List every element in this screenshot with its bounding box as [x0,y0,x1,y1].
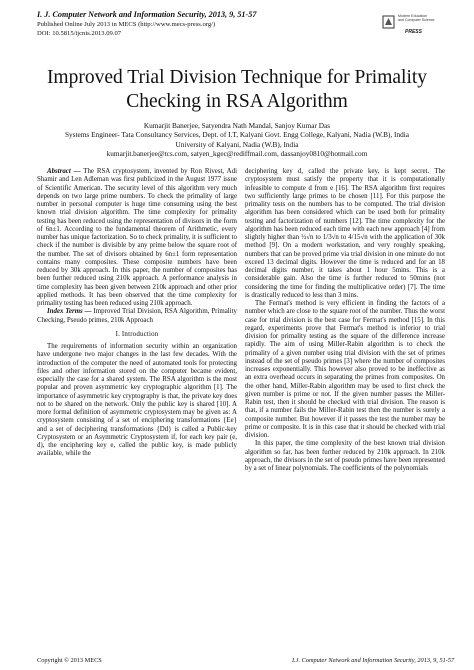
introduction-heading: I. Introduction [115,330,159,338]
right-column [245,168,445,473]
right-paragraph-3: In this paper, the time complexity of the best known trial division algorithm so far, has been further reduced by 210k approach. In 210k approach, the divisors in the set of pseudo primes have been represented by a set of linear polynomials. The coefficients of the polynomials [245,440,445,472]
abstract-label: Abstract — [47,168,81,175]
author-block [20,121,454,158]
index-terms-label: Index Terms — [47,308,92,316]
right-paragraph-1: deciphering key d, called the private key, is kept secret. The cryptosystem must satisfy the property that it is computationally infeasible to compute d from e [16]. The RSA algorithm first requires two sufficiently large primes to be chosen [11]. For this purpose the primality tests on the numbers has to be computed. The trial division algorithm has been considered which can be used both for primality testing and factorization of numbers [12]. The time complexity for the algorithm has been reduced each time with each new approach [4] from slightly higher than ½√n to 1/3√n to 4/15√n with the application of 30k method [9]. On a modern workstation, and very roughly speaking, numbers that can be proved prime via trial division in one minute do not exceed 13 decimal digits. However the time is reduced and for an 18 decimal digits number, it takes about 1 hour 5mins. This is a considerable gain. Also the time is further reduced to 50mins (not considering the time for finding the multiplicative order) [7]. The time is drastically reduced to less than 3 mins. [245,168,445,299]
publisher-logo-text [398,14,435,22]
author-names: Kumarjit Banerjee, Satyendra Nath Mandal, Sanjoy Kumar Das [143,121,331,130]
paper-title [20,66,454,114]
published-line: Published Online July 2013 in MECS (http://www.mecs-press.org/) [37,21,216,28]
logo-line-2: and Computer Science [398,18,435,23]
affiliation-1: Systems Engineer- Tata Consultancy Services, Dept. of I.T, Kalyani Govt. Engg College, Kalyani, Nadia (W.B), India [64,130,410,140]
doi-line: DOI: 10.5815/ijcnis.2013.09.07 [37,30,122,37]
mecs-logo-icon [382,14,395,30]
title-line-1: Improved Trial Division Technique for Primality [46,67,428,88]
logo-line-1: Modern Education [398,14,428,18]
left-column [37,168,237,459]
affiliation-2: University of Kalyani, Nadia (W.B), India [175,139,299,149]
logo-press: PRESS [405,29,422,35]
title-line-2: Checking in RSA Algorithm [126,91,348,112]
introduction-paragraph: The requirements of information security within an organization have undergone two major changes in the last few decades. With the introduction of the computer the need of automated tools for protecting files and other information stored on the computer became evident, especially the case for a shared system. The RSA algorithm is the most popular and proven asymmetric key cryptographic algorithm [1]. The importance of asymmetric key cryptography is that, the private key does not to be shared on the network. Only the public key is shared [10]. A more formal definition of asymmetric cryptosystem may be given as: A cryptosystem consisting of a set of enciphering transformations {Ee} and a set of deciphering transformations {Dd} is called a Public-key Cryptosystem or an Asymmetric Cryptosystem if, for each key pair (e, d), the enciphering key e, called the public key, is made publicly available, while the [37,343,237,458]
abstract [37,168,237,308]
abstract-text: The RSA cryptosystem, invented by Ron Rivest, Adi Shamir and Len Adleman was first publicized in the August 1977 issue of Scientific American. The security level of this algorithm very much depends on two large prime numbers. To check the primality of large number in personal computer is huge time consuming using the best known trial division algorithm. The time complexity for primality testing has been reduced using the representation of divisors in the form of 6n±1. According to the fundamental theorem of Arithmetic, every number has unique factorization. So to check primality, it is sufficient to check if the number is divisible by any prime below the square root of the number. The set of divisors obtained by 6n±1 form representation contains many composites. These composite numbers have been reduced by 30k approach. In this paper, the number of composites has been further reduced using 210k approach. A performance analysis in time complexity has been given between 210k approach and other prior applied methods. It has been observed that the time complexity for primality testing has been reduced using 210k approach. [37,168,237,307]
index-terms-text: Improved Trial Division, RSA Algorithm, Primality Checking, Pseudo primes, 210k Approach [37,308,237,324]
author-emails: kumarjit.banerjee@tcs.com, satyen_kgec@rediffmail.com, dassanjoy0810@hotmail.com [106,148,368,158]
journal-header: I. J. Computer Network and Information Security, 2013, 9, 51-57 [37,10,257,19]
index-terms [37,308,237,325]
footer-journal: I.J. Computer Network and Information Security, 2013, 9, 51-57 [292,657,455,664]
right-paragraph-2: The Fermat's method is very efficient in finding the factors of a number which are close to the square root of the number. Thus the worst case for trial division is the best case for Fermat's method [15]. In this regard, experiments prove that Fermat's method is inferior to trial division for primality testing as the square of the difference increase rapidly. The aim of using Miller-Rabin algorithm is to check the primality of a given number using trial division with the set of primes instead of the set of pseudo primes [3] where the number of composites increases exponentially. This however also proved to be ineffective as an extra overhead occurs in separating the primes from composites. On the other hand, Miller-Rabin algorithm may be used to first check the given number is prime or not. If the given number passes the Miller-Rabin test, then it should be checked with trial division. The reason is that, if a number fails the Miller-Rabin test then the number is surely a composite number. But however if it passes the test the number may be prime or composite. It is in this case that it should be checked with trial division. [245,300,445,439]
footer-copyright: Copyright © 2013 MECS [37,657,102,664]
